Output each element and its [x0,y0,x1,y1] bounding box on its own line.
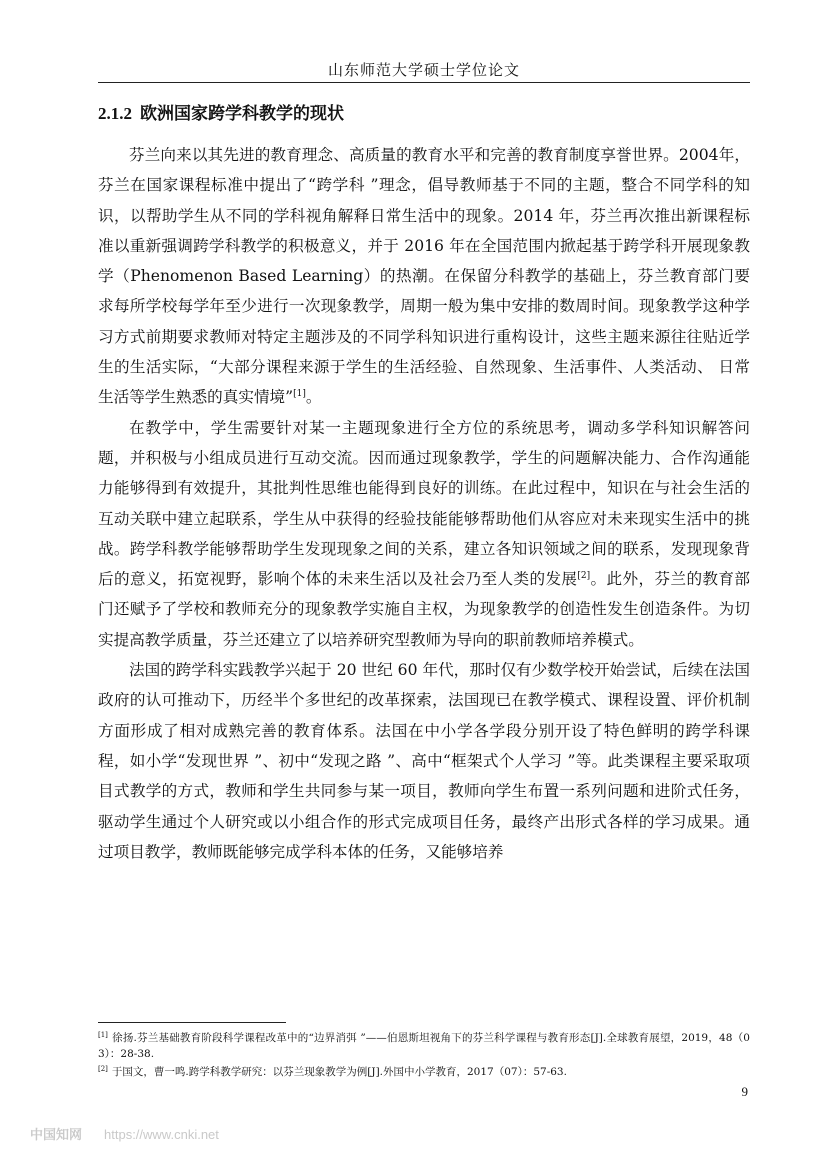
paragraph [98,413,750,655]
watermark-url: https://www.cnki.net [104,1127,219,1142]
footnote-text: 徐扬.芬兰基础教育阶段科学课程改革中的“边界消弭 ”——伯恩斯坦视角下的芬兰科学课程与教育形态[J].全球教育展望，2019，48（03）：28-38. [98,1032,750,1060]
header-rule [98,82,750,83]
section-title: 欧洲国家跨学科教学的现状 [140,104,344,124]
citation-marker[interactable]: [2] [577,570,591,581]
paragraph-text: 在教学中，学生需要针对某一主题现象进行全方位的系统思考，调动多学科知识解答问题，并积极与小组成员进行互动交流。因而通过现象教学，学生的问题解决能力、合作沟通能力能够得到有效提升，其批判性思维也能得到良好的训练。在此过程中，知识在与社会生活的互动关联中建立起联系，学生从中获得的经验技能能够帮助他们从容应对未来现实生活中的挑战。跨学科教学能够帮助学生发现现象之间的关系，建立各知识领域之间的联系，发现现象背后的意义，拓宽视野，影响个体的未来生活以及社会乃至人类的发展 [98,418,750,589]
paragraph-text: 。此外，芬兰的教育部门还赋予了学校和教师充分的现象教学实施自主权，为现象教学的创造性发生创造条件。为切实提高教学质量，芬兰还建立了以培养研究型教师为导向的职前教师培养模式。 [98,570,750,649]
footnote-marker: [1] [98,1030,108,1039]
footnote-marker: [2] [98,1064,108,1073]
body-text [98,140,750,867]
paragraph [98,140,750,413]
watermark [30,1124,219,1143]
running-header: 山东师范大学硕士学位论文 [327,61,520,79]
page-number: 9 [741,1084,748,1099]
footnote-rule [98,1022,286,1023]
footnotes [98,1030,750,1082]
paragraph [98,655,750,867]
footnote-text: 于国文，曹一鸣.跨学科教学研究：以芬兰现象教学为例[J].外国中小学教育，2017（07）：57-63. [111,1066,567,1078]
citation-marker[interactable]: [1] [293,389,306,400]
paragraph-text: 。 [305,388,322,407]
section-number: 2.1.2 [98,104,132,123]
paragraph-text: 芬兰向来以其先进的教育理念、高质量的教育水平和完善的教育制度享誉世界。2004年，芬兰在国家课程标准中提出了“跨学科 ”理念，倡导教师基于不同的主题，整合不同学科的知识，以帮助学生从不同的学科视角解释日常生活中的现象。2014 年，芬兰再次推出新课程标准以重新强调跨学科教学的积极意义，并于 2016 年在全国范围内掀起基于跨学科开展现象教学（Phenomenon Based Learning）的热潮。在保留分科教学的基础上，芬兰教育部门要求每所学校每学年至少进行一次现象教学，周期一般为集中安排的数周时间。现象教学这种学习方式前期要求教师对特定主题涉及的不同学科知识进行重构设计，这些主题来源往往贴近学生的生活实际，“大部分课程来源于学生的生活经验、自然现象、生活事件、人类活动、 日常生活等学生熟悉的真实情境” [98,146,750,407]
paragraph-text: 法国的跨学科实践教学兴起于 20 世纪 60 年代，那时仅有少数学校开始尝试，后续在法国政府的认可推动下，历经半个多世纪的改革探索，法国现已在教学模式、课程设置、评价机制方面形成了相对成熟完善的教育体系。法国在中小学各学段分别开设了特色鲜明的跨学科课程，如小学“发现世界 ”、初中“发现之路 ”、高中“框架式个人学习 ”等。此类课程主要采取项目式教学的方式，教师和学生共同参与某一项目，教师向学生布置一系列问题和进阶式任务，驱动学生通过个人研究或以小组合作的形式完成项目任务，最终产出形式各样的学习成果。通过项目教学，教师既能够完成学科本体的任务，又能够培养 [98,661,750,861]
section-heading [98,100,344,128]
watermark-brand: 中国知网 [30,1127,83,1142]
footnote [98,1030,750,1062]
footnote [98,1064,750,1080]
